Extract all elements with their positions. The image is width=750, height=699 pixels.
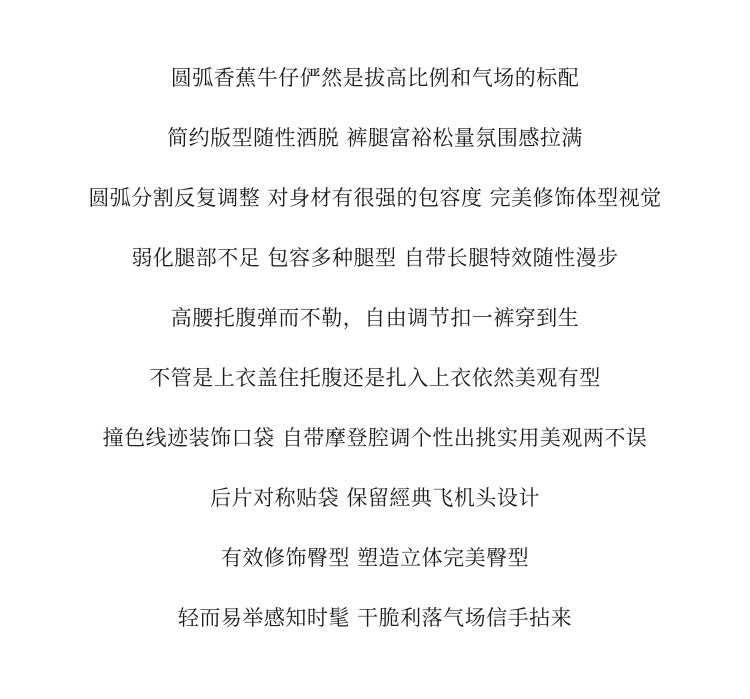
description-line-2: 简约版型随性洒脱 裤腿富裕松量氛围感拉满: [167, 126, 583, 150]
description-line-8: 后片对称贴袋 保留經典飞机头设计: [210, 486, 540, 510]
description-line-7: 撞色线迹装饰口袋 自带摩登腔调个性出挑实用美观两不误: [102, 426, 648, 450]
description-line-6: 不管是上衣盖住托腹还是扎入上衣依然美观有型: [149, 366, 601, 390]
description-line-9: 有效修饰臀型 塑造立体完美臀型: [220, 546, 530, 570]
description-line-1: 圆弧香蕉牛仔俨然是拔高比例和气场的标配: [170, 66, 580, 90]
description-line-10: 轻而易举感知时髦 干脆利落气场信手拈来: [177, 606, 573, 630]
description-line-3: 圆弧分割反复调整 对身材有很强的包容度 完美修饰体型视觉: [88, 186, 662, 210]
description-line-4: 弱化腿部不足 包容多种腿型 自带长腿特效随性漫步: [131, 246, 619, 270]
description-line-5: 高腰托腹弹而不勒，自由调节扣一裤穿到生: [170, 306, 580, 330]
